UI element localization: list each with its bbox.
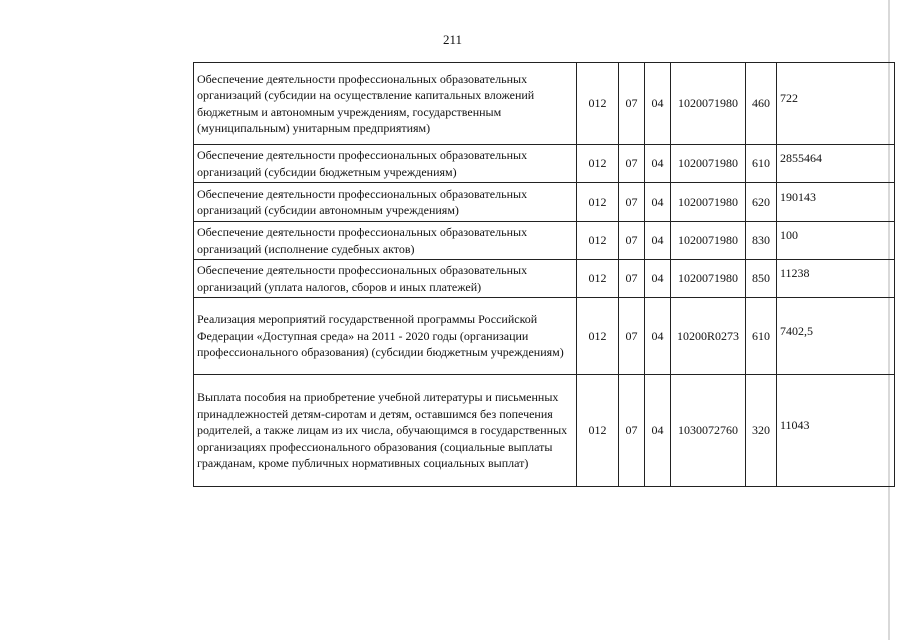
amount-cell <box>777 260 895 298</box>
expense-type-cell: 830 <box>746 222 777 260</box>
ved-cell: 012 <box>577 63 619 145</box>
ved-cell: 012 <box>577 183 619 222</box>
subsection-cell: 04 <box>645 63 671 145</box>
amount-value: 11043 <box>780 418 810 433</box>
description-cell: Обеспечение деятельности профессиональных образовательных организаций (субсидии на осуществление капитальных вложений бюджетным и автономным учреждениям, государственным (муниципальным) унитарным предприятиям) <box>194 63 577 145</box>
table-row <box>194 183 895 222</box>
table-row <box>194 145 895 183</box>
subsection-cell: 04 <box>645 145 671 183</box>
expense-type-cell: 620 <box>746 183 777 222</box>
description-cell: Обеспечение деятельности профессиональных образовательных организаций (субсидии бюджетным учреждениям) <box>194 145 577 183</box>
section-cell: 07 <box>619 145 645 183</box>
section-cell: 07 <box>619 222 645 260</box>
target-article-cell: 1020071980 <box>671 260 746 298</box>
section-cell: 07 <box>619 183 645 222</box>
ved-cell: 012 <box>577 222 619 260</box>
amount-value: 2855464 <box>780 151 822 166</box>
ved-cell: 012 <box>577 298 619 375</box>
amount-cell <box>777 298 895 375</box>
amount-value: 100 <box>780 228 798 243</box>
ved-cell: 012 <box>577 260 619 298</box>
table-body <box>194 63 895 487</box>
target-article-cell: 1020071980 <box>671 222 746 260</box>
amount-value: 7402,5 <box>780 323 813 338</box>
table-row <box>194 63 895 145</box>
target-article-cell: 1030072760 <box>671 375 746 487</box>
section-cell: 07 <box>619 63 645 145</box>
expense-type-cell: 320 <box>746 375 777 487</box>
ved-cell: 012 <box>577 145 619 183</box>
section-cell: 07 <box>619 298 645 375</box>
expense-type-cell: 610 <box>746 298 777 375</box>
subsection-cell: 04 <box>645 183 671 222</box>
section-cell: 07 <box>619 260 645 298</box>
target-article-cell: 10200R0273 <box>671 298 746 375</box>
description-cell: Обеспечение деятельности профессиональных образовательных организаций (субсидии автономным учреждениям) <box>194 183 577 222</box>
description-cell: Выплата пособия на приобретение учебной литературы и письменных принадлежностей детям-сиротам и детям, оставшимся без попечения родителей, а также лицам из их числа, обучающимся в государственных организациях профессионального образования (социальные выплаты гражданам, кроме публичных нормативных социальных выплат) <box>194 375 577 487</box>
budget-table <box>193 62 895 487</box>
amount-cell <box>777 222 895 260</box>
expense-type-cell: 610 <box>746 145 777 183</box>
expense-type-cell: 850 <box>746 260 777 298</box>
subsection-cell: 04 <box>645 298 671 375</box>
description-cell: Обеспечение деятельности профессиональных образовательных организаций (уплата налогов, сборов и иных платежей) <box>194 260 577 298</box>
subsection-cell: 04 <box>645 375 671 487</box>
target-article-cell: 1020071980 <box>671 63 746 145</box>
target-article-cell: 1020071980 <box>671 145 746 183</box>
description-cell: Обеспечение деятельности профессиональных образовательных организаций (исполнение судебных актов) <box>194 222 577 260</box>
subsection-cell: 04 <box>645 222 671 260</box>
table-row <box>194 260 895 298</box>
page-number: 211 <box>442 32 463 47</box>
amount-cell <box>777 63 895 145</box>
expense-type-cell: 460 <box>746 63 777 145</box>
amount-value: 11238 <box>780 266 810 281</box>
section-cell: 07 <box>619 375 645 487</box>
amount-cell <box>777 145 895 183</box>
table-row <box>194 375 895 487</box>
ved-cell: 012 <box>577 375 619 487</box>
table-row <box>194 222 895 260</box>
target-article-cell: 1020071980 <box>671 183 746 222</box>
amount-cell <box>777 375 895 487</box>
description-cell: Реализация мероприятий государственной программы Российской Федерации «Доступная среда» на 2011 - 2020 годы (организации профессионального образования) (субсидии бюджетным учреждениям) <box>194 298 577 375</box>
subsection-cell: 04 <box>645 260 671 298</box>
table-row <box>194 298 895 375</box>
amount-cell <box>777 183 895 222</box>
amount-value: 722 <box>780 91 798 106</box>
amount-value: 190143 <box>780 189 816 204</box>
